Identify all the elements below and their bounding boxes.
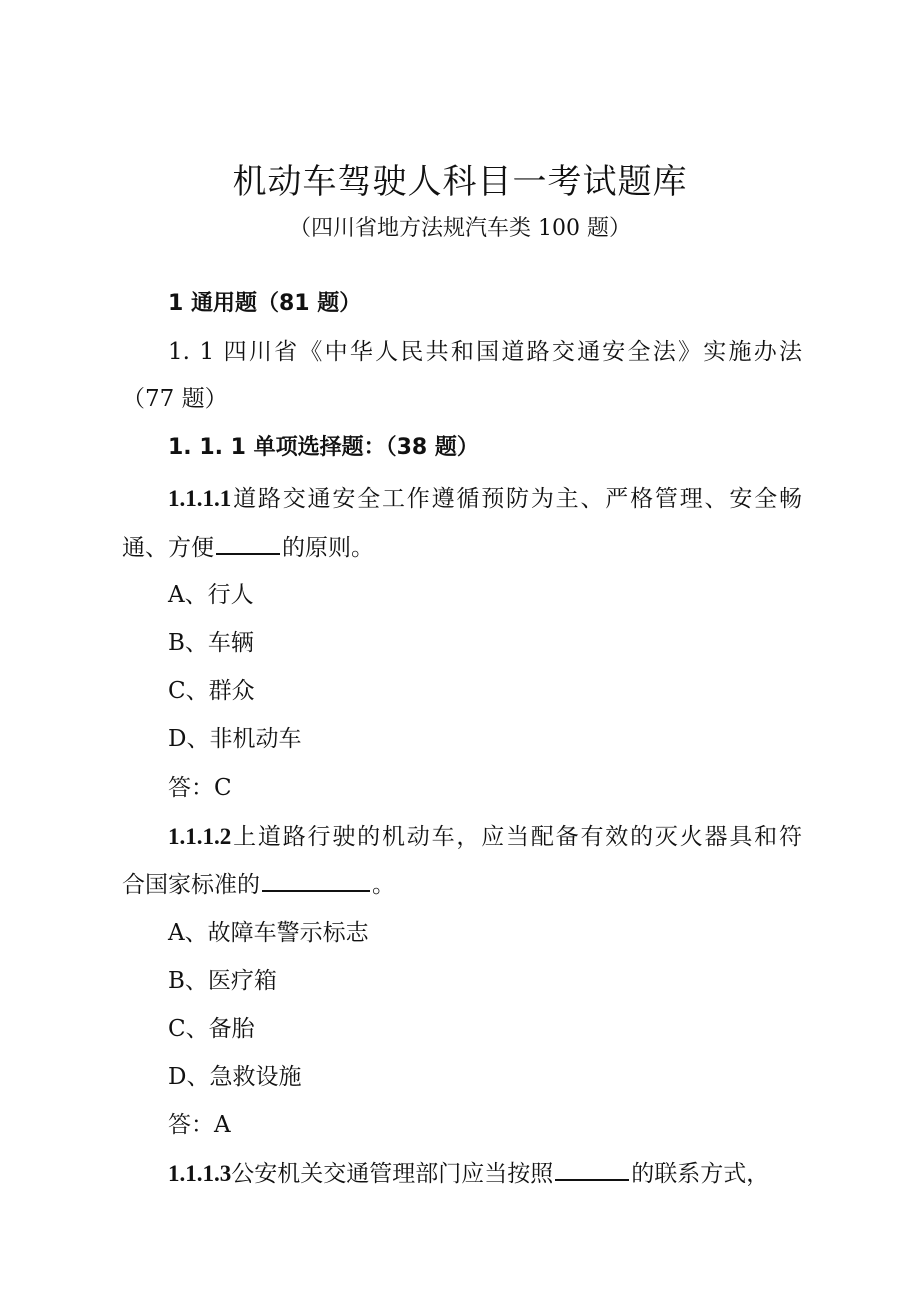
question-1-option-c: C、群众 (168, 678, 255, 704)
question-2-option-b: B、医疗箱 (168, 968, 277, 994)
question-3-line1 (168, 1157, 769, 1191)
question-2-option-a: A、故障车警示标志 (168, 920, 369, 946)
question-2-stem-part1: 上道路行驶的机动车，应当配备有效的灭火器具和符 (231, 824, 802, 850)
section-heading-1-1-line2: （77 题） (122, 386, 228, 412)
question-2-number: 1.1.1.2 (168, 824, 232, 849)
question-2-answer: 答：A (168, 1112, 231, 1138)
question-1-answer: 答：C (168, 775, 232, 801)
question-1-stem-part1: 道路交通安全工作遵循预防为主、严格管理、安全畅 (231, 486, 802, 512)
document-subtitle: （四川省地方法规汽车类 100 题） (289, 216, 631, 241)
question-3-number: 1.1.1.3 (168, 1161, 232, 1186)
question-1-stem-part2a: 通、方便 (122, 535, 214, 561)
section-heading-1: 1 通用题（81 题） (168, 291, 362, 316)
question-1-line2 (122, 531, 374, 565)
question-3-stem-part1b: 的联系方式， (631, 1161, 770, 1187)
question-2-blank (262, 868, 370, 892)
section-heading-1-1-line1: 1. 1 四川省《中华人民共和国道路交通安全法》实施办法 (168, 339, 802, 365)
question-1-number: 1.1.1.1 (168, 486, 232, 511)
document-title: 机动车驾驶人科目一考试题库 (232, 162, 688, 202)
question-1-option-b: B、车辆 (168, 630, 254, 656)
question-3-blank (555, 1157, 629, 1181)
question-2-option-c: C、备胎 (168, 1016, 255, 1042)
question-2-line1 (168, 820, 802, 854)
question-1-line1 (168, 482, 802, 516)
question-3-stem-part1: 公安机关交通管理部门应当按照 (231, 1161, 554, 1187)
question-2-stem-part2a: 合国家标准的 (122, 872, 260, 898)
question-1-option-d: D、非机动车 (168, 726, 302, 752)
question-2-option-d: D、急救设施 (168, 1064, 302, 1090)
question-2-stem-part2b: 。 (372, 872, 395, 898)
question-2-line2 (122, 868, 395, 902)
question-1-blank (216, 531, 280, 555)
question-1-option-a: A、行人 (168, 582, 254, 608)
section-heading-1-1-1: 1. 1. 1 单项选择题：（38 题） (168, 435, 479, 460)
question-1-stem-part2b: 的原则。 (282, 535, 374, 561)
